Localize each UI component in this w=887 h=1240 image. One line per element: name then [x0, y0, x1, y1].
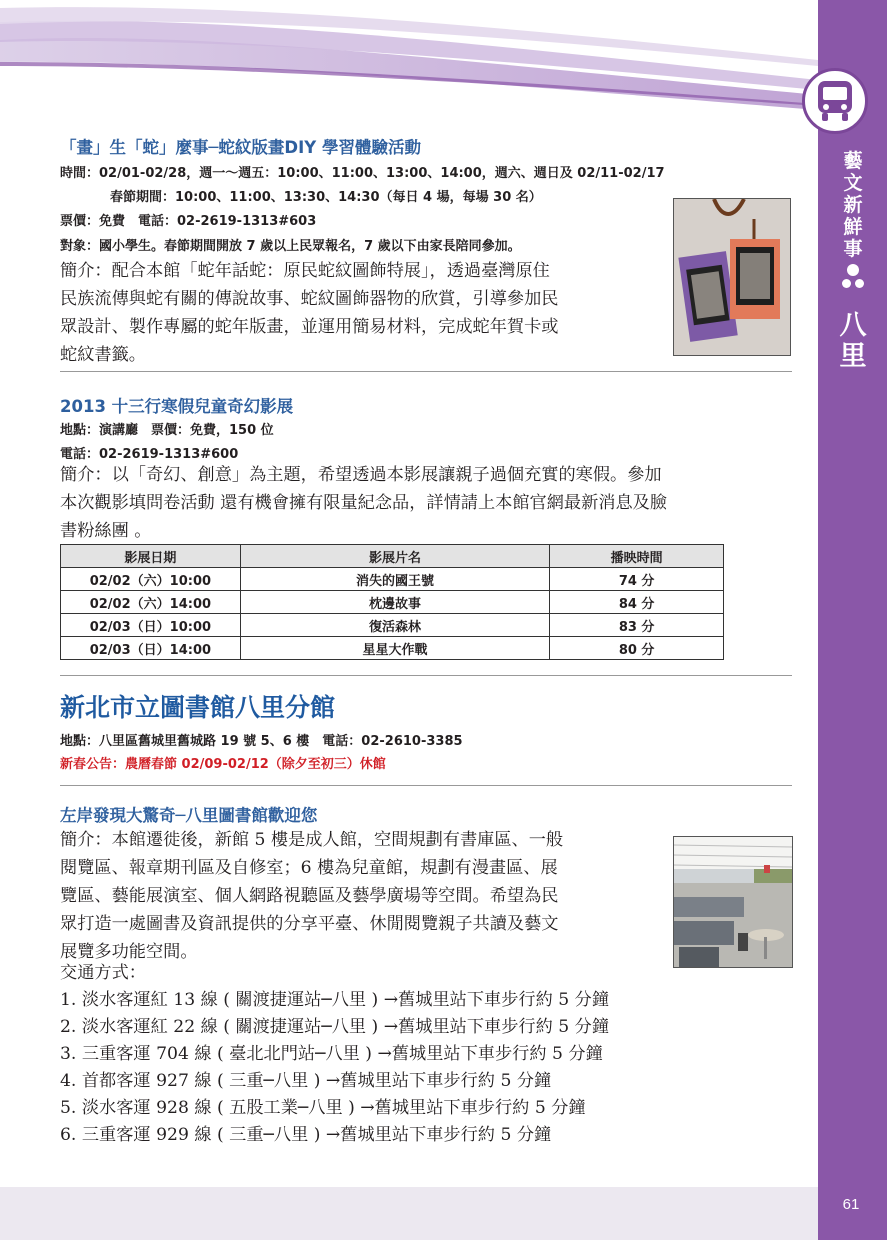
table-row	[61, 614, 724, 637]
section-divider	[60, 785, 792, 786]
table-cell: 星星大作戰	[240, 637, 549, 660]
column-header: 影展片名	[240, 545, 549, 568]
event2-location-price: 地點：演講廳 票價：免費，150 位	[60, 423, 274, 438]
library-address-phone: 地點：八里區舊城里舊城路 19 號 5、6 樓 電話：02-2610-3385	[60, 734, 463, 749]
intro-line: 眾打造一處圖書及資訊提供的分享平臺、休閒閱覽親子共讀及藝文	[60, 914, 559, 934]
section-title-char: 鮮	[843, 216, 863, 238]
table-cell: 80 分	[550, 637, 724, 660]
section-title-char: 新	[843, 194, 863, 216]
transport-item: 3. 三重客運 704 線 ( 臺北北門站─八里 ) →舊城里站下車步行約 5 分鐘	[60, 1044, 603, 1064]
transport-item: 6. 三重客運 929 線 ( 三重─八里 ) →舊城里站下車步行約 5 分鐘	[60, 1125, 552, 1145]
bus-icon	[802, 68, 868, 134]
place-title-char: 里	[839, 341, 867, 372]
event3-title: 左岸發現大驚奇─八里圖書館歡迎您	[60, 806, 318, 825]
table-header-row	[61, 545, 724, 568]
intro-line: 簡介：本館遷徙後，新館 5 樓是成人館，空間規劃有書庫區、一般	[60, 830, 564, 850]
column-header: 影展日期	[61, 545, 241, 568]
intro-line: 書粉絲團 。	[60, 521, 152, 541]
intro-line: 眾設計、製作專屬的蛇年版畫，並運用簡易材料，完成蛇年賀卡或	[60, 317, 559, 337]
section-divider	[60, 371, 792, 372]
section-title-char: 藝	[843, 150, 863, 172]
event1-intro	[60, 257, 660, 369]
page-number: 61	[842, 1196, 860, 1213]
intro-line: 蛇紋書籤。	[60, 345, 146, 365]
intro-line: 簡介：以「奇幻、創意」為主題，希望透過本影展讓親子過個充實的寒假。參加	[60, 465, 662, 485]
table-cell: 02/03（日）10:00	[61, 614, 241, 637]
transport-item: 4. 首都客運 927 線 ( 三重─八里 ) →舊城里站下車步行約 5 分鐘	[60, 1071, 552, 1091]
intro-line: 簡介：配合本館「蛇年話蛇：原民蛇紋圖飾特展」，透過臺灣原住	[60, 261, 550, 281]
table-row	[61, 591, 724, 614]
event1-title: 「畫」生「蛇」麼事─蛇紋版畫DIY 學習體驗活動	[60, 138, 421, 157]
table-cell: 02/02（六）10:00	[61, 568, 241, 591]
intro-line: 展覽多功能空間。	[60, 942, 198, 962]
table-cell: 02/03（日）14:00	[61, 637, 241, 660]
event2-intro	[60, 461, 794, 545]
table-cell: 74 分	[550, 568, 724, 591]
table-row	[61, 637, 724, 660]
transport-list	[60, 960, 800, 1149]
section-title-char: 文	[843, 172, 863, 194]
table-cell: 84 分	[550, 591, 724, 614]
event1-time: 時間：02/01-02/28，週一～週五：10:00、11:00、13:00、14:00，週六、週日及 02/11-02/17	[60, 166, 665, 181]
footer-band	[0, 1187, 818, 1240]
intro-line: 覽區、藝能展演室、個人網路視聽區及藝學廣場等空間。希望為民	[60, 886, 559, 906]
column-header: 播映時間	[550, 545, 724, 568]
event1-audience: 對象：國小學生。春節期間開放 7 歲以上民眾報名，7 歲以下由家長陪同參加。	[60, 239, 521, 254]
library-notice: 新春公告：農曆春節 02/09-02/12（除夕至初三）休館	[60, 757, 386, 772]
table-cell: 02/02（六）14:00	[61, 591, 241, 614]
table-row	[61, 568, 724, 591]
intro-line: 民族流傳與蛇有關的傳說故事、蛇紋圖飾器物的欣賞，引導參加民	[60, 289, 559, 309]
transport-item: 1. 淡水客運紅 13 線 ( 關渡捷運站─八里 ) →舊城里站下車步行約 5 分鐘	[60, 990, 610, 1010]
dots-icon	[841, 262, 865, 308]
transport-heading: 交通方式：	[60, 963, 146, 983]
table-cell: 復活森林	[240, 614, 549, 637]
transport-item: 5. 淡水客運 928 線 ( 五股工業─八里 ) →舊城里站下車步行約 5 分鐘	[60, 1098, 586, 1118]
event2-phone: 電話：02-2619-1313#600	[60, 447, 239, 462]
section-divider	[60, 675, 792, 676]
transport-item: 2. 淡水客運紅 22 線 ( 關渡捷運站─八里 ) →舊城里站下車步行約 5 分鐘	[60, 1017, 610, 1037]
library-title: 新北市立圖書館八里分館	[60, 693, 336, 722]
section-title-char: 事	[843, 238, 863, 260]
event1-price-phone: 票價：免費 電話：02-2619-1313#603	[60, 214, 317, 229]
place-title-vertical	[832, 310, 874, 372]
table-cell: 枕邊故事	[240, 591, 549, 614]
intro-line: 閱覽區、報章期刊區及自修室；6 樓為兒童館，規劃有漫畫區、展	[60, 858, 558, 878]
event2-title: 2013 十三行寒假兒童奇幻影展	[60, 397, 294, 416]
place-title-char: 八	[839, 310, 867, 341]
library-interior-photo	[673, 836, 793, 968]
table-cell: 83 分	[550, 614, 724, 637]
film-schedule-table	[60, 544, 724, 660]
header-swoosh	[0, 0, 818, 110]
event1-time-spring: 春節期間：10:00、11:00、13:30、14:30（每日 4 場，每場 30 名）	[110, 190, 542, 205]
section-title-vertical	[836, 150, 870, 260]
event3-intro	[60, 826, 670, 966]
table-cell: 消失的國王號	[240, 568, 549, 591]
bookmark-photo	[673, 198, 791, 356]
intro-line: 本次觀影填問卷活動 還有機會擁有限量紀念品，詳情請上本館官網最新消息及臉	[60, 493, 668, 513]
